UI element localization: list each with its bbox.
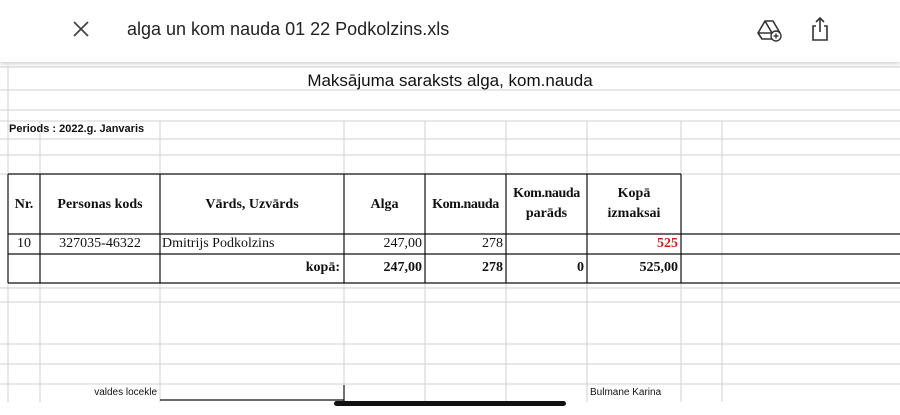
footer-position: valdes locekle — [94, 387, 157, 398]
row-alga: 247,00 — [383, 236, 422, 251]
totals-alga: 247,00 — [383, 260, 422, 275]
header-vards-uzvards: Vārds, Uzvārds — [205, 197, 299, 212]
row-personas-kods: 327035-46322 — [59, 236, 141, 251]
header-alga: Alga — [370, 197, 399, 212]
header-personas-kods: Personas kods — [57, 197, 143, 212]
header-kopa-izmaksai-line1: Kopā — [617, 186, 651, 201]
header-kopa-izmaksai-line2: izmaksai — [607, 206, 661, 221]
row-kom-nauda: 278 — [482, 236, 503, 251]
viewer-toolbar — [0, 0, 900, 62]
file-name: alga un kom nauda 01 22 Podkolzins.xls — [127, 19, 450, 39]
footer-signer-name: Bulmane Karina — [590, 387, 662, 398]
header-kom-nauda: Kom.nauda — [432, 197, 499, 212]
period-label: Periods : 2022.g. Janvaris — [9, 123, 145, 135]
totals-kom-nauda: 278 — [482, 260, 503, 275]
totals-kom-nauda-parads: 0 — [577, 260, 584, 275]
row-nr: 10 — [17, 236, 31, 251]
totals-label: kopā: — [305, 260, 340, 275]
spreadsheet-view[interactable] — [0, 62, 900, 415]
home-indicator[interactable] — [334, 401, 566, 406]
close-icon[interactable] — [70, 18, 92, 40]
add-to-drive-icon[interactable] — [756, 18, 782, 42]
header-kom-nauda-parads-line2: parāds — [525, 206, 568, 221]
header-nr: Nr. — [14, 197, 34, 212]
header-kom-nauda-parads-line1: Kom.nauda — [513, 186, 580, 201]
totals-kopa-izmaksai: 525,00 — [639, 260, 678, 275]
sheet-title: Maksājuma saraksts alga, kom.nauda — [307, 71, 593, 90]
row-kopa-izmaksai: 525 — [657, 236, 678, 251]
row-vards-uzvards: Dmitrijs Podkolzins — [162, 236, 275, 251]
share-icon[interactable] — [809, 16, 831, 42]
